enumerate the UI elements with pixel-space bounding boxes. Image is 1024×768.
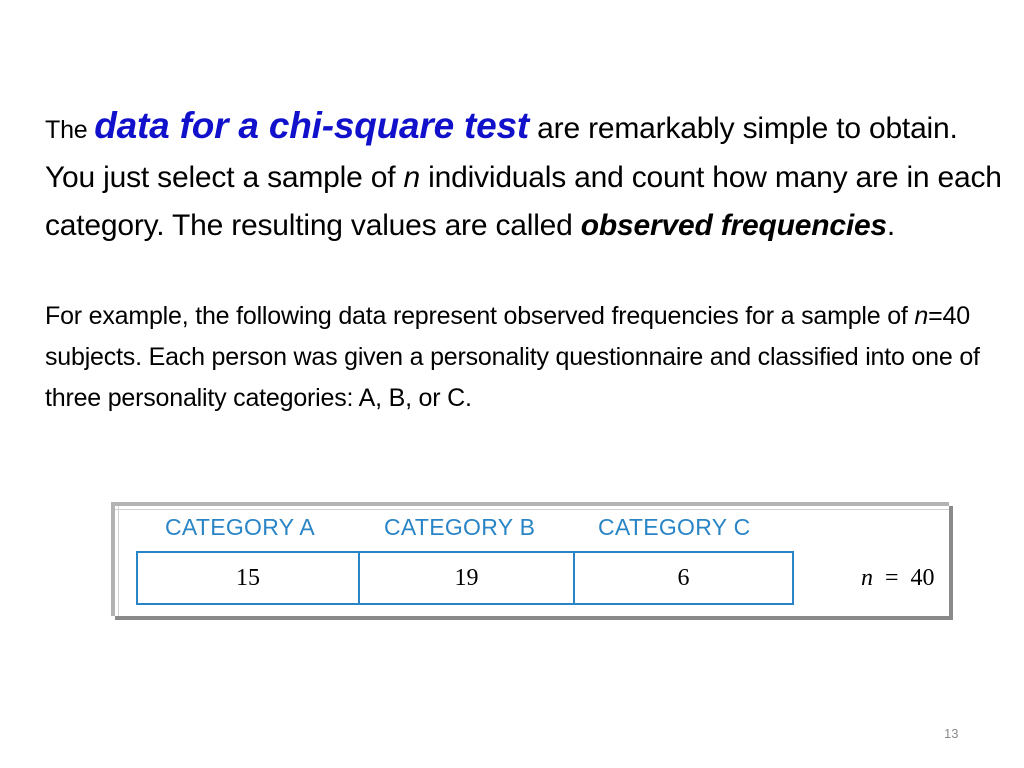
example-n-variable: n (914, 302, 929, 330)
intro-text-2: individuals and count how many are in each category. The resulting values are called (45, 161, 1002, 242)
intro-text-end: . (886, 209, 896, 242)
sample-size-variable: n (403, 161, 421, 194)
intro-text-1: are remarkably simple to obtain. You just select a sample of (45, 112, 958, 194)
header-category-c: CATEGORY C (598, 514, 751, 540)
header-category-b: CATEGORY B (384, 514, 536, 540)
observed-frequencies-term: observed frequencies (580, 209, 887, 242)
page-number: 13 (944, 726, 959, 741)
cell-category-b: 19 (358, 553, 573, 603)
example-text-1: For example, the following data represent observed frequencies for a sample of (45, 302, 915, 330)
chi-square-emphasis: data for a chi-square test (94, 105, 530, 146)
example-paragraph (45, 296, 1020, 419)
frequency-table (136, 551, 794, 605)
intro-paragraph (45, 102, 1005, 250)
total-n-symbol: n (861, 565, 873, 591)
total-equals: = (873, 565, 911, 591)
total-value: 40 (910, 565, 935, 591)
example-text-2: =40 subjects. Each person was given a personality questionnaire and classified into one of three personality categories: A, B, or C. (45, 302, 980, 412)
cell-category-c: 6 (573, 553, 792, 603)
sample-total (861, 565, 935, 592)
cell-category-a: 15 (236, 564, 260, 591)
intro-lead-text: The (45, 116, 95, 144)
header-category-a: CATEGORY A (165, 514, 315, 540)
